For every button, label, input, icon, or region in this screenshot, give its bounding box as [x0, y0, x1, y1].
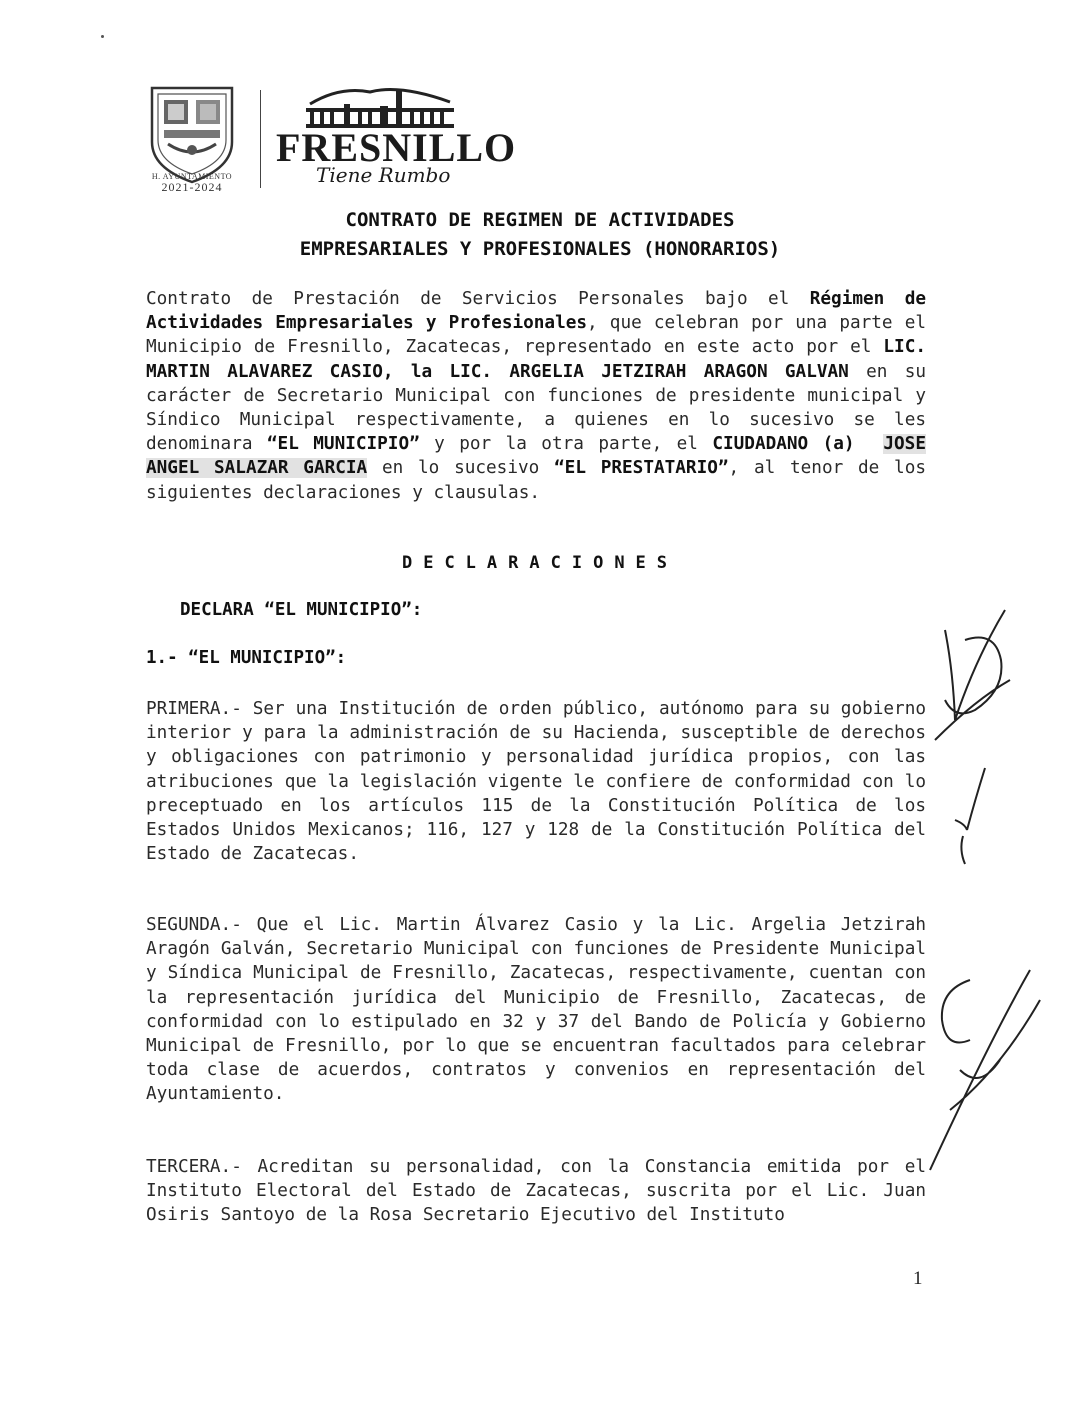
section1-heading: 1.- “EL MUNICIPIO”:	[146, 648, 347, 668]
scan-speck	[101, 35, 104, 38]
signature-initials-1-icon	[915, 600, 1025, 750]
intro-text: en lo sucesivo	[367, 458, 555, 479]
clause-tercera: TERCERA.- Acreditan su personalidad, con la Constancia emitida por el Instituto Electoral del Estado de Zacatecas, suscrita por el Lic. Juan Osiris Santoyo de la Rosa Secretario Ejecutivo del Instituto	[146, 1157, 926, 1226]
declara-heading: DECLARA “EL MUNICIPIO”:	[180, 600, 423, 620]
page-number: 1	[913, 1268, 923, 1289]
intro-text: en su carácter de Secretario Municipal con funciones de presidente municipal y Síndico Municipal respectivamente, a quienes en lo sucesivo se les denominara	[146, 361, 926, 455]
logo-divider	[260, 90, 261, 188]
intro-bold-municipio: “EL MUNICIPIO”	[266, 434, 420, 455]
intro-text: Contrato de Prestación de Servicios Personales bajo el	[146, 289, 810, 309]
intro-paragraph	[146, 287, 926, 505]
intro-bold-prestatario-name: JOSE ANGEL SALAZAR GARCIA	[146, 434, 926, 479]
seal-caption-line1: H. AYUNTAMIENTO	[151, 172, 233, 181]
fresnillo-skyline-icon	[300, 82, 460, 130]
title-line1: CONTRATO DE REGIMEN DE ACTIVIDADES	[345, 209, 735, 231]
seal-caption	[140, 171, 244, 193]
intro-bold-representatives: LIC. MARTIN ALAVAREZ CASIO, la LIC. ARGELIA JETZIRAH ARAGON GALVAN	[146, 337, 926, 382]
title-line2: EMPRESARIALES Y PROFESIONALES (HONORARIOS)	[299, 238, 781, 260]
brand-tagline: Tiene Rumbo	[316, 163, 451, 187]
signature-initials-2-icon	[945, 760, 1005, 870]
intro-text: , que celebran por una parte el Municipio de Fresnillo, Zacatecas, representado en este acto por el	[146, 313, 926, 358]
intro-bold-ciudadano: CIUDADANO (a)	[712, 434, 855, 455]
intro-bold-prestatario: “EL PRESTATARIO”	[554, 458, 729, 479]
declaraciones-heading: DECLARACIONES	[401, 553, 679, 573]
brand-name: FRESNILLO	[276, 125, 517, 170]
signature-initials-3-icon	[880, 960, 1050, 1190]
seal-caption-line2: 2021-2024	[161, 180, 223, 194]
intro-text: , al tenor de los siguientes declaraciones y clausulas.	[146, 458, 926, 503]
document-title	[110, 206, 970, 264]
intro-bold-regimen: Régimen de Actividades Empresariales y Profesionales	[146, 289, 926, 334]
intro-text: y por la otra parte, el	[419, 434, 713, 455]
clause-segunda: SEGUNDA.- Que el Lic. Martin Álvarez Casio y la Lic. Argelia Jetzirah Aragón Galván, Secretario Municipal con funciones de Presidente Municipal y Síndica Municipal de Fresnillo, Zacatecas, respectivamente, cuentan con la representación jurídica del Municipio de Fresnillo, Zacatecas, de conformidad con lo estipulado en 32 y 37 del Bando de Policía y Gobierno Municipal de Fresnillo, por lo que se encuentran facultados para celebrar toda clase de acuerdos, contratos y convenios en representación del Ayuntamiento.	[146, 915, 926, 1105]
clause-primera: PRIMERA.- Ser una Institución de orden público, autónomo para su gobierno interior y para la administración de su Hacienda, susceptible de derechos y obligaciones con patrimonio y personalidad jurídica propios, con las atribuciones que la legislación vigente le confiere de conformidad con lo preceptuado en los artículos 115 de la Constitución Política de los Estados Unidos Mexicanos; 116, 127 y 128 de la Constitución Política del Estado de Zacatecas.	[146, 699, 926, 865]
